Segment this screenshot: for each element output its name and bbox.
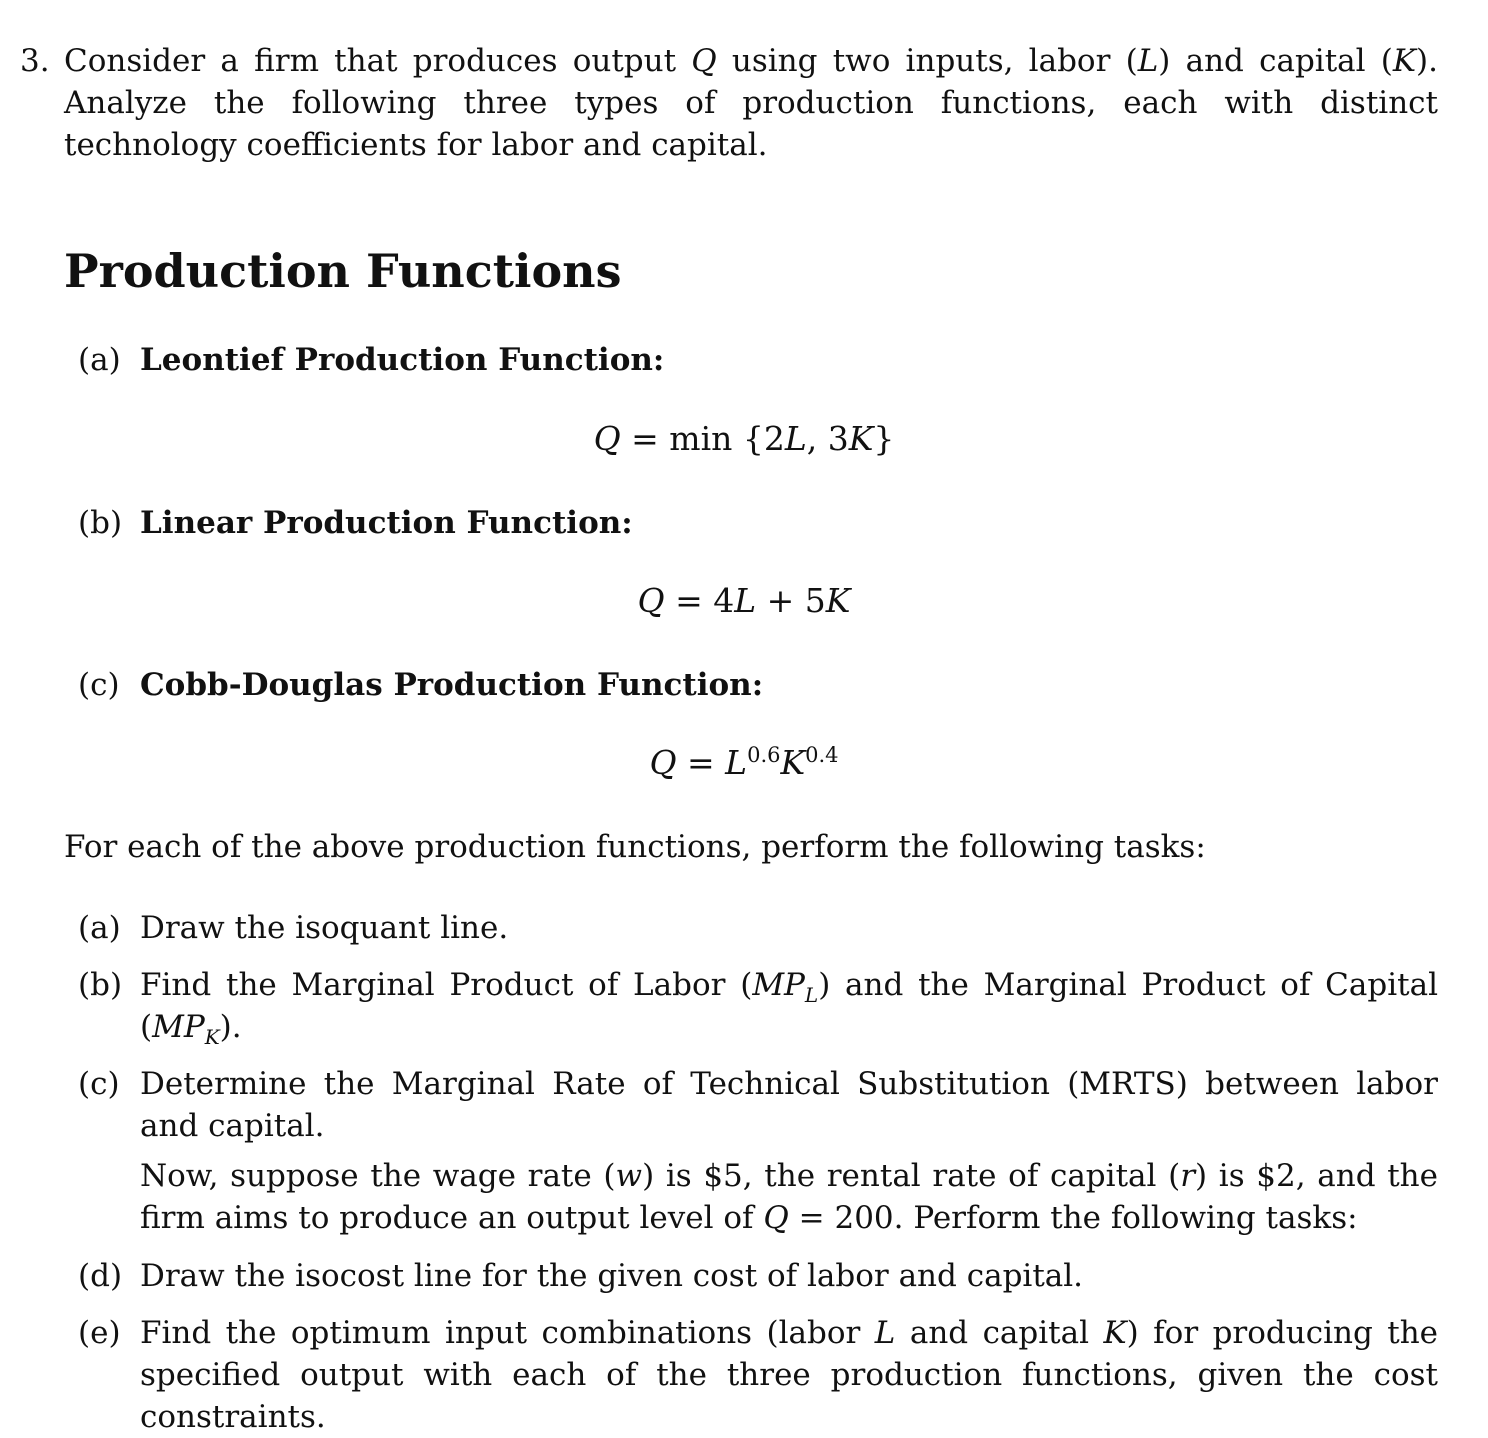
leontief-equation: Q = min {2L, 3K}	[593, 419, 895, 458]
production-function-c	[78, 664, 1438, 706]
task-label: (a)	[78, 910, 121, 946]
task-label: (c)	[78, 1066, 120, 1102]
task-a	[78, 907, 1438, 949]
task-label: (e)	[78, 1315, 121, 1351]
item-label: (c)	[78, 667, 120, 703]
task-text: Draw the isocost line for the given cost of labor and capital.	[140, 1258, 1084, 1294]
item-label: (a)	[78, 342, 121, 378]
problem-intro: Consider a firm that produces output Q using two inputs, labor (L) and capital (K). Analyze the following three types of production functions, each with distinct technology coefficients for labor and capital.	[64, 43, 1438, 163]
problem-statement	[20, 40, 1438, 166]
task-b	[78, 964, 1438, 1048]
production-function-a	[78, 339, 1438, 381]
task-text: Find the Marginal Product of Labor $(MP_L)$ and the Marginal Product of Capital $(MP_K)$.	[140, 967, 1438, 1050]
problem-number: 3.	[20, 43, 50, 79]
section-title: Production Functions	[64, 244, 622, 298]
task-c	[78, 1063, 1438, 1147]
task-d	[78, 1255, 1438, 1297]
item-title: Leontief Production Function:	[140, 342, 665, 378]
linear-equation: Q = 4L + 5K	[637, 581, 851, 620]
task-label: (b)	[78, 967, 123, 1003]
task-text: Determine the Marginal Rate of Technical Substitution (MRTS) between labor and capital.	[140, 1066, 1438, 1144]
item-label: (b)	[78, 505, 123, 541]
production-function-b	[78, 502, 1438, 544]
item-title: Linear Production Function:	[140, 505, 633, 541]
tasks-intro: For each of the above production functions, perform the following tasks:	[64, 829, 1206, 865]
scenario-paragraph: Now, suppose the wage rate (w) is $5, the rental rate of capital (r) is $2, and the firm aims to produce an output level of Q = 200. Perform the following tasks:	[140, 1158, 1438, 1236]
cobb-douglas-equation: $Q = L^{0.6}K^{0.4}$	[649, 743, 839, 782]
task-e	[78, 1312, 1438, 1438]
task-text: Find the optimum input combinations (labor L and capital K) for producing the specified output with each of the three production functions, given the cost constraints.	[140, 1315, 1439, 1435]
task-text: Draw the isoquant line.	[140, 910, 509, 946]
task-label: (d)	[78, 1258, 123, 1294]
item-title: Cobb-Douglas Production Function:	[140, 667, 764, 703]
